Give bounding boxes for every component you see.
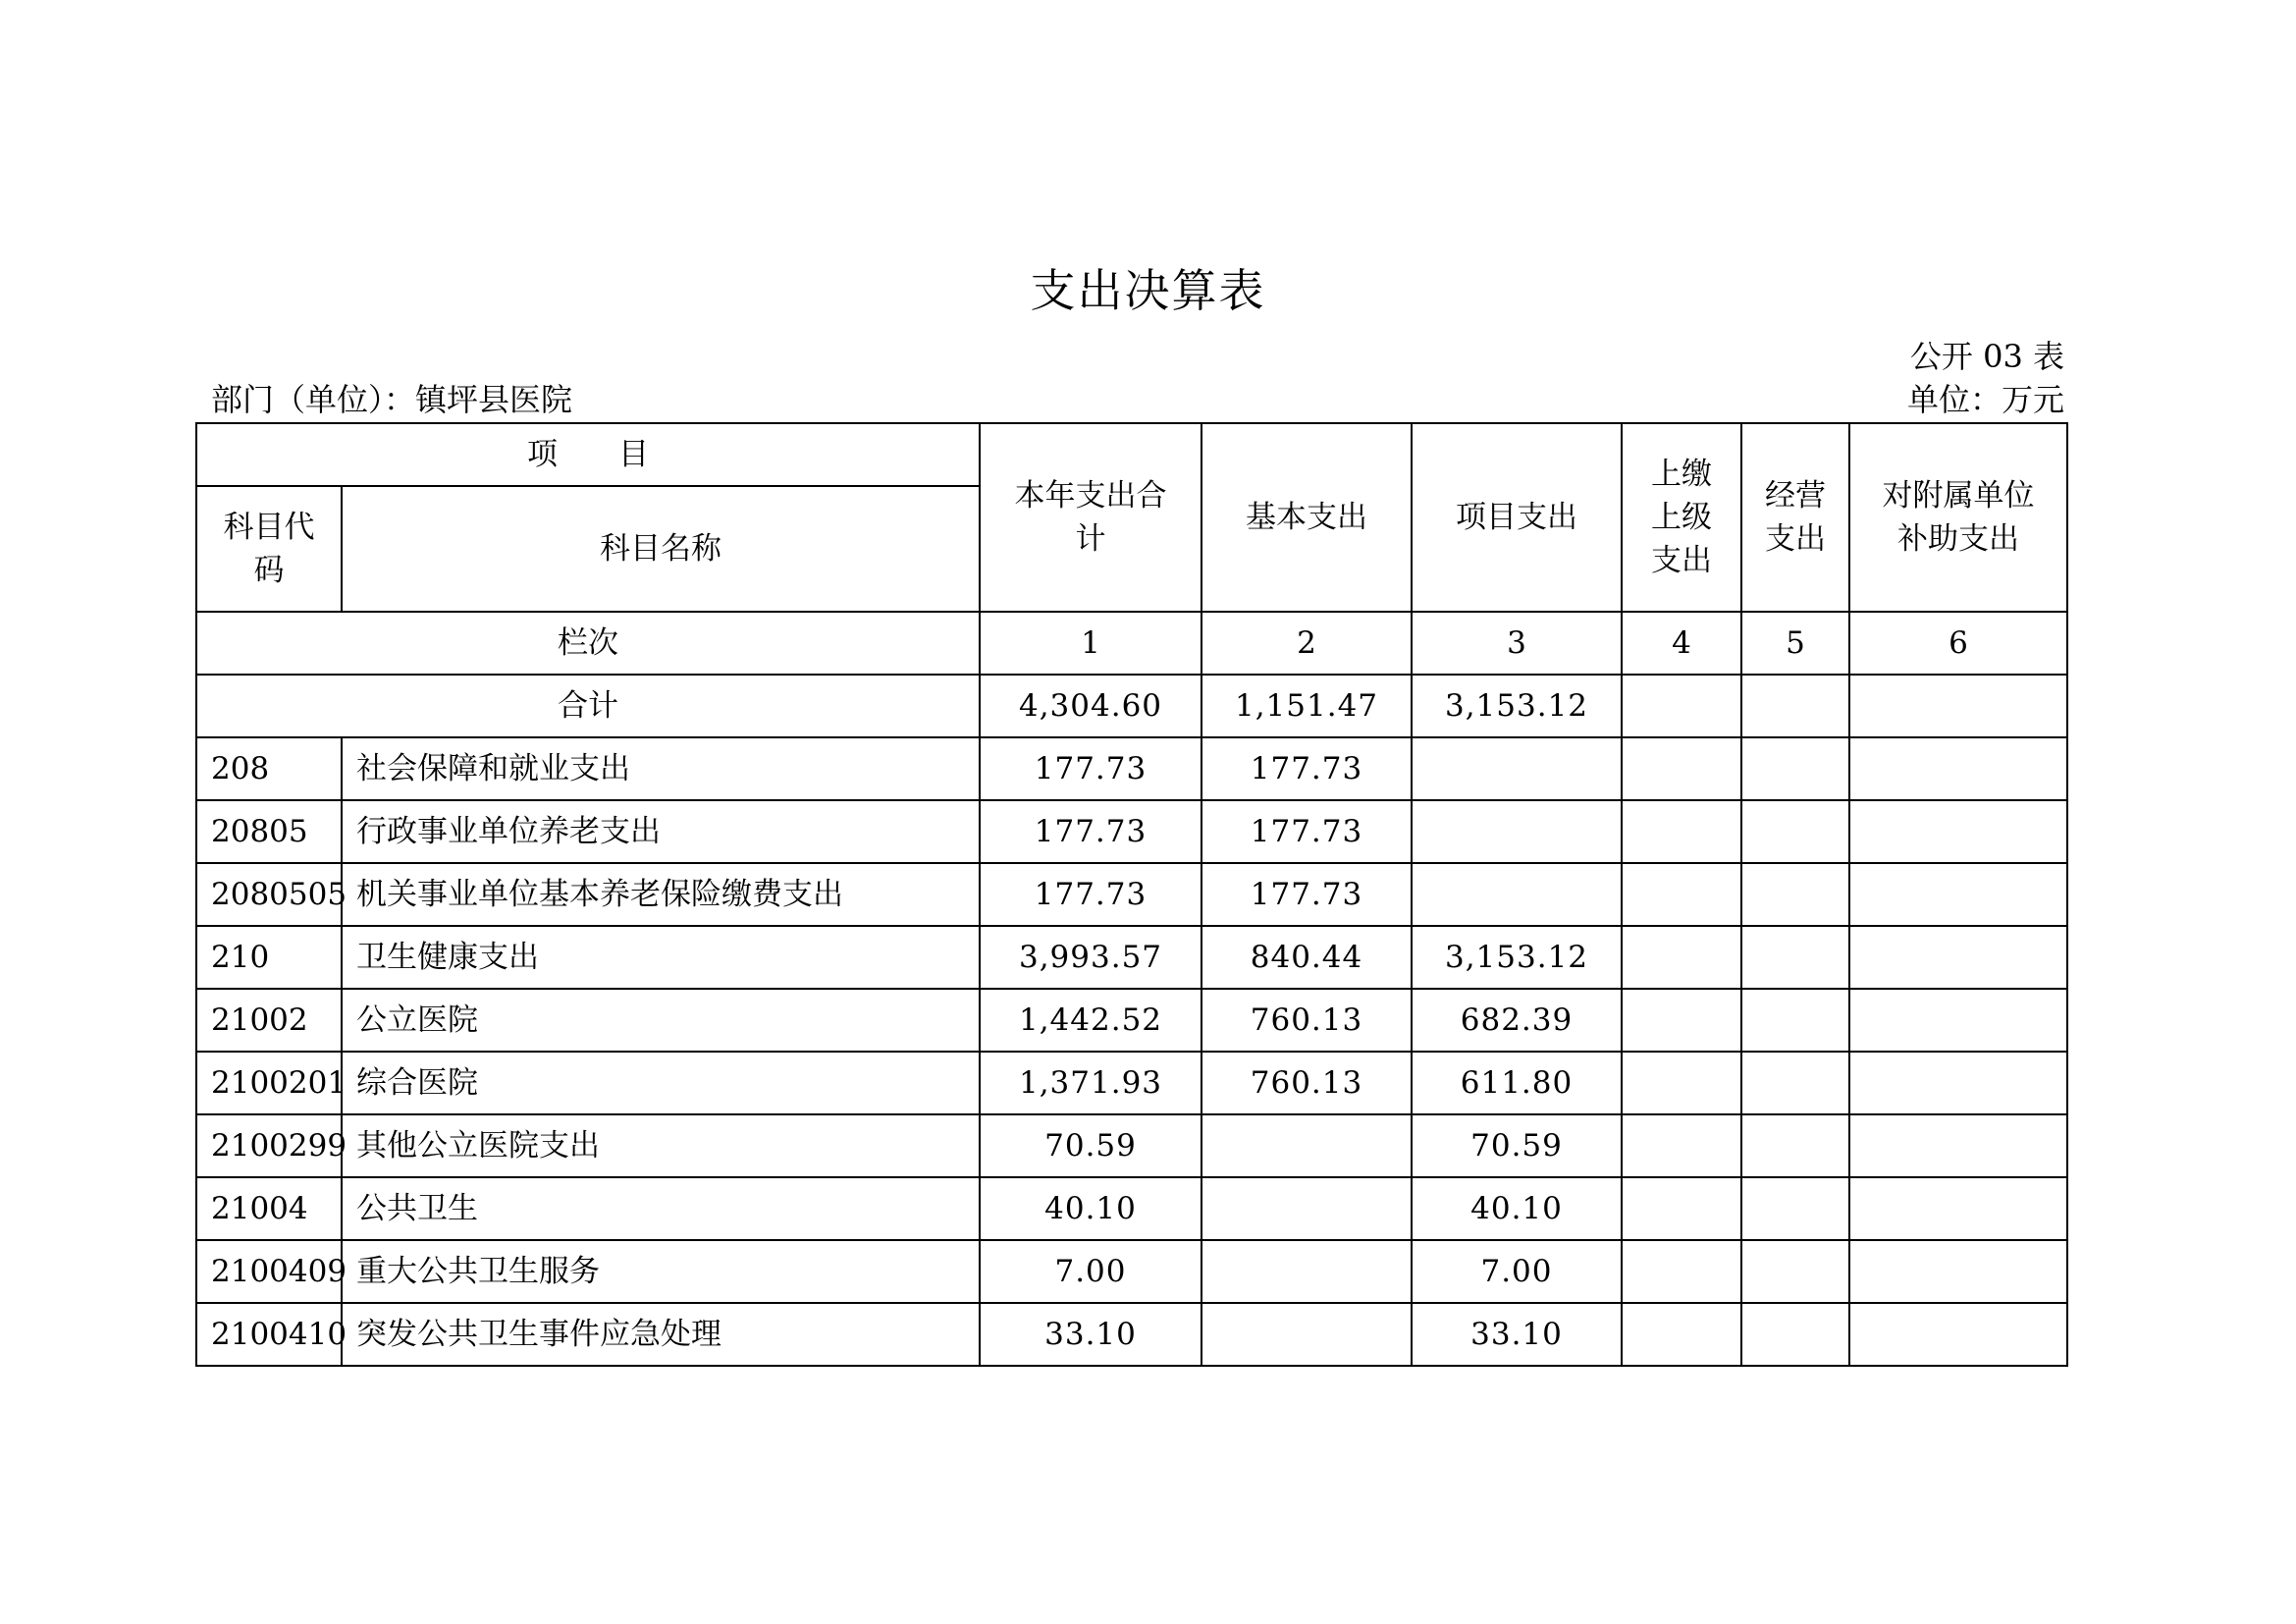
- cell-col3: 70.59: [1412, 1114, 1622, 1177]
- subject-name: 其他公立医院支出: [342, 1114, 980, 1177]
- subject-name: 卫生健康支出: [342, 926, 980, 989]
- cell-col5: [1741, 800, 1849, 863]
- cell-col3: 3,153.12: [1412, 926, 1622, 989]
- cell-col4: [1622, 863, 1741, 926]
- column-index-6: 6: [1849, 612, 2067, 675]
- cell-col3: 682.39: [1412, 989, 1622, 1052]
- cell-col6: [1849, 800, 2067, 863]
- column-index-4: 4: [1622, 612, 1741, 675]
- header-total-expenditure: 本年支出合计: [980, 423, 1201, 612]
- cell-col1: 177.73: [980, 737, 1201, 800]
- cell-col3: [1412, 863, 1622, 926]
- cell-col6: [1849, 1052, 2067, 1114]
- cell-col6: [1849, 989, 2067, 1052]
- total-col6: [1849, 675, 2067, 737]
- cell-col6: [1849, 926, 2067, 989]
- cell-col6: [1849, 1114, 2067, 1177]
- cell-col1: 177.73: [980, 863, 1201, 926]
- subject-code: 208: [196, 737, 342, 800]
- cell-col3: 611.80: [1412, 1052, 1622, 1114]
- cell-col4: [1622, 800, 1741, 863]
- column-index-2: 2: [1201, 612, 1412, 675]
- cell-col1: 1,442.52: [980, 989, 1201, 1052]
- cell-col6: [1849, 1303, 2067, 1366]
- subject-name: 行政事业单位养老支出: [342, 800, 980, 863]
- cell-col5: [1741, 737, 1849, 800]
- header-project: 项 目: [196, 423, 980, 486]
- total-col1: 4,304.60: [980, 675, 1201, 737]
- cell-col5: [1741, 1303, 1849, 1366]
- expenditure-table: [195, 422, 2068, 1367]
- header-subject-name: 科目名称: [342, 486, 980, 612]
- cell-col3: 33.10: [1412, 1303, 1622, 1366]
- header-subsidiary-subsidy: 对附属单位补助支出: [1849, 423, 2067, 612]
- total-row: [196, 675, 2067, 737]
- subject-code: 2100299: [196, 1114, 342, 1177]
- cell-col2: 840.44: [1201, 926, 1412, 989]
- cell-col5: [1741, 863, 1849, 926]
- cell-col4: [1622, 926, 1741, 989]
- header-subject-code: 科目代码: [196, 486, 342, 612]
- subject-code: 210: [196, 926, 342, 989]
- cell-col4: [1622, 1177, 1741, 1240]
- subject-code: 20805: [196, 800, 342, 863]
- cell-col2: [1201, 1303, 1412, 1366]
- subject-code: 21002: [196, 989, 342, 1052]
- table-row: [196, 926, 2067, 989]
- table-row: [196, 1303, 2067, 1366]
- table-row: [196, 1052, 2067, 1114]
- cell-col3: [1412, 737, 1622, 800]
- cell-col5: [1741, 926, 1849, 989]
- cell-col4: [1622, 1114, 1741, 1177]
- cell-col2: 177.73: [1201, 863, 1412, 926]
- header-basic-expenditure: 基本支出: [1201, 423, 1412, 612]
- cell-col6: [1849, 1240, 2067, 1303]
- cell-col4: [1622, 989, 1741, 1052]
- subject-name: 社会保障和就业支出: [342, 737, 980, 800]
- page-title: 支出决算表: [1030, 264, 1266, 317]
- subject-code: 2080505: [196, 863, 342, 926]
- column-index-3: 3: [1412, 612, 1622, 675]
- total-label: 合计: [196, 675, 980, 737]
- table-row: [196, 863, 2067, 926]
- cell-col1: 70.59: [980, 1114, 1201, 1177]
- cell-col1: 177.73: [980, 800, 1201, 863]
- cell-col1: 7.00: [980, 1240, 1201, 1303]
- cell-col6: [1849, 737, 2067, 800]
- header-project-expenditure: 项目支出: [1412, 423, 1622, 612]
- cell-col2: 177.73: [1201, 737, 1412, 800]
- cell-col3: 7.00: [1412, 1240, 1622, 1303]
- column-index-5: 5: [1741, 612, 1849, 675]
- total-col5: [1741, 675, 1849, 737]
- subject-name: 综合医院: [342, 1052, 980, 1114]
- cell-col4: [1622, 737, 1741, 800]
- subject-code: 2100201: [196, 1052, 342, 1114]
- cell-col5: [1741, 989, 1849, 1052]
- cell-col2: 760.13: [1201, 1052, 1412, 1114]
- cell-col3: [1412, 800, 1622, 863]
- total-col4: [1622, 675, 1741, 737]
- cell-col2: [1201, 1114, 1412, 1177]
- subject-code: 2100410: [196, 1303, 342, 1366]
- column-index-1: 1: [980, 612, 1201, 675]
- header-operating-expenditure: 经营支出: [1741, 423, 1849, 612]
- total-col2: 1,151.47: [1201, 675, 1412, 737]
- cell-col6: [1849, 1177, 2067, 1240]
- subject-name: 公共卫生: [342, 1177, 980, 1240]
- cell-col5: [1741, 1052, 1849, 1114]
- cell-col2: [1201, 1240, 1412, 1303]
- subject-name: 公立医院: [342, 989, 980, 1052]
- cell-col5: [1741, 1114, 1849, 1177]
- cell-col2: 760.13: [1201, 989, 1412, 1052]
- cell-col4: [1622, 1240, 1741, 1303]
- subject-code: 21004: [196, 1177, 342, 1240]
- table-row: [196, 1114, 2067, 1177]
- form-number: 公开 03 表: [1909, 338, 2064, 375]
- table-row: [196, 1177, 2067, 1240]
- cell-col1: 33.10: [980, 1303, 1201, 1366]
- table-row: [196, 737, 2067, 800]
- column-index-label: 栏次: [196, 612, 980, 675]
- cell-col1: 40.10: [980, 1177, 1201, 1240]
- cell-col1: 3,993.57: [980, 926, 1201, 989]
- cell-col1: 1,371.93: [980, 1052, 1201, 1114]
- subject-name: 突发公共卫生事件应急处理: [342, 1303, 980, 1366]
- table-row: [196, 1240, 2067, 1303]
- table-row: [196, 800, 2067, 863]
- cell-col4: [1622, 1303, 1741, 1366]
- subject-name: 机关事业单位基本养老保险缴费支出: [342, 863, 980, 926]
- subject-code: 2100409: [196, 1240, 342, 1303]
- unit-label: 单位：万元: [1906, 381, 2064, 418]
- header-remit-superior: 上缴上级支出: [1622, 423, 1741, 612]
- department-label: 部门（单位）：镇坪县医院: [211, 381, 573, 418]
- cell-col5: [1741, 1240, 1849, 1303]
- cell-col2: 177.73: [1201, 800, 1412, 863]
- cell-col5: [1741, 1177, 1849, 1240]
- table-row: [196, 989, 2067, 1052]
- cell-col2: [1201, 1177, 1412, 1240]
- cell-col3: 40.10: [1412, 1177, 1622, 1240]
- subject-name: 重大公共卫生服务: [342, 1240, 980, 1303]
- total-col3: 3,153.12: [1412, 675, 1622, 737]
- cell-col6: [1849, 863, 2067, 926]
- cell-col4: [1622, 1052, 1741, 1114]
